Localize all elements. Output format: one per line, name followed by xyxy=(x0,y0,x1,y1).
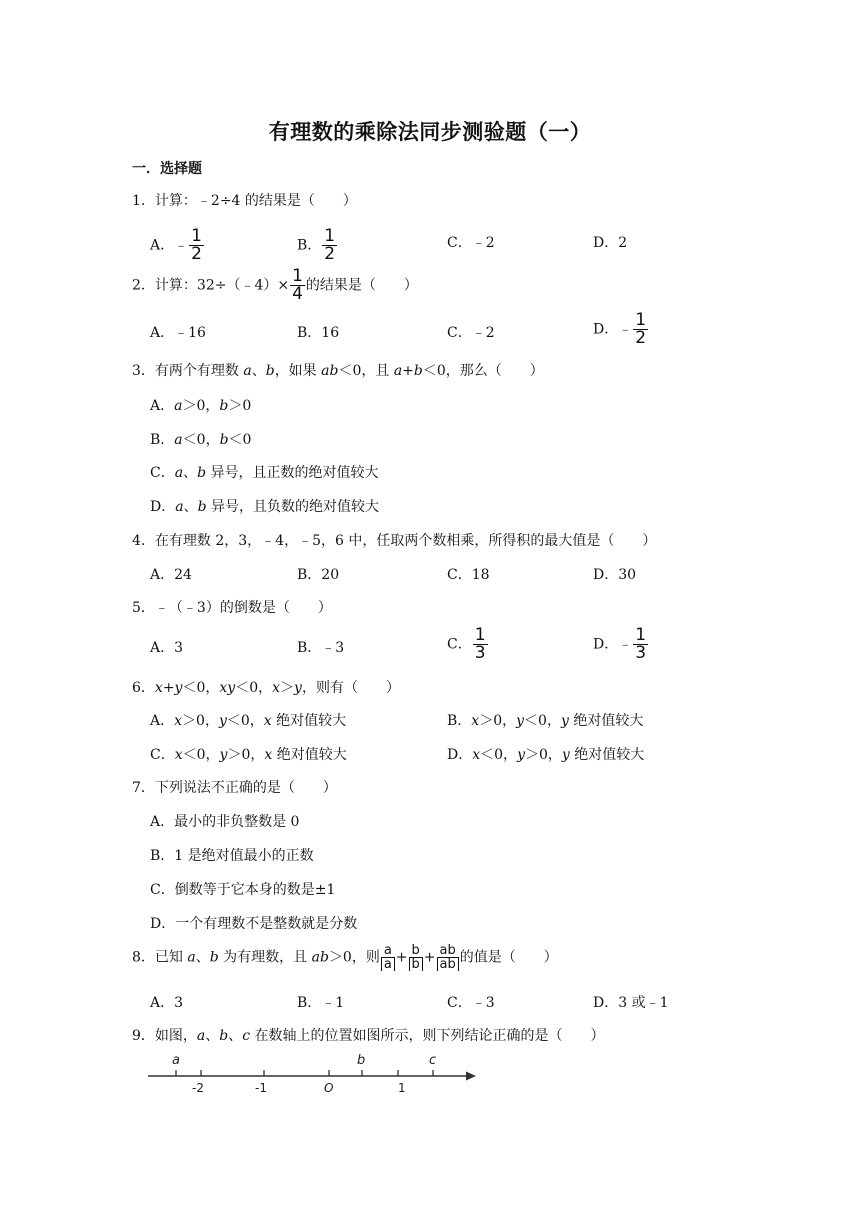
q7-option-b: B．1 是绝对值最小的正数 xyxy=(150,848,314,864)
q2-option-c: C．﹣2 xyxy=(447,325,495,341)
question-2-stem: 2．计算：32÷（﹣4）× $\frac{1}{4}$ 的结果是（ ） xyxy=(132,266,418,304)
q1-option-c: C．﹣2 xyxy=(447,235,495,251)
q3-option-c: C．a、b 异号，且正数的绝对值较大 xyxy=(150,465,379,481)
section-heading: 一．选择题 xyxy=(132,161,202,177)
question-6-stem: 6．x+y＜0，xy＜0，x＞y，则有（ ） xyxy=(132,680,400,696)
q6-option-c: C．x＜0，y＞0，x 绝对值较大 xyxy=(150,747,347,763)
q1-option-b: B． $\frac{1}{2}$ xyxy=(297,226,336,264)
fraction: $\frac{1}{3}$ xyxy=(635,625,647,663)
q4-option-c: C．18 xyxy=(447,567,490,583)
q5-option-c: C． $\frac{1}{3}$ xyxy=(447,625,486,663)
q6-option-b: B．x＞0，y＜0，y 绝对值较大 xyxy=(447,713,644,729)
question-3-stem: 3．有两个有理数 a、b，如果 ab＜0，且 a+b＜0，那么（ ） xyxy=(132,363,544,379)
fraction: $\frac{a}{a}$ xyxy=(381,944,395,971)
fraction: $\frac{1}{2}$ xyxy=(324,226,336,264)
q5-option-d: D．﹣ $\frac{1}{3}$ xyxy=(593,625,647,663)
q3-option-a: A．a＞0，b＞0 xyxy=(150,398,252,414)
question-1-stem: 1．计算：﹣2÷4 的结果是（ ） xyxy=(132,193,357,209)
q2-option-a: A．﹣16 xyxy=(150,325,206,341)
tick-label-minus-2: -2 xyxy=(192,1081,204,1095)
tick-label-minus-1: -1 xyxy=(255,1081,267,1095)
q7-option-d: D．一个有理数不是整数就是分数 xyxy=(150,916,358,932)
fraction: $\frac{1}{2}$ xyxy=(191,226,202,264)
q5-option-b: B．﹣3 xyxy=(297,640,345,656)
tick-label-1: 1 xyxy=(398,1081,406,1095)
q4-option-d: D．30 xyxy=(593,567,637,583)
q1-option-a: A．﹣ $\frac{1}{2}$ xyxy=(150,226,202,264)
q8-option-d: D．3 或﹣1 xyxy=(593,995,669,1011)
q5-option-a: A．3 xyxy=(150,640,184,656)
q6-option-a: A．x＞0，y＜0，x 绝对值较大 xyxy=(150,713,347,729)
q8-option-b: B．﹣1 xyxy=(297,995,345,1011)
point-label-c: c xyxy=(429,1053,437,1068)
question-9-stem: 9．如图，a、b、c 在数轴上的位置如图所示，则下列结论正确的是（ ） xyxy=(132,1028,605,1044)
fraction: $\frac{1}{4}$ xyxy=(292,266,303,304)
fraction: $\frac{b}{b}$ xyxy=(409,944,423,971)
fraction: $\frac{ab}{ab}$ xyxy=(437,944,459,971)
tick-label-origin: O xyxy=(324,1081,334,1095)
q6-option-d: D．x＜0，y＞0，y 绝对值较大 xyxy=(447,747,645,763)
q1-option-d: D．2 xyxy=(593,235,628,251)
arrow-right-icon xyxy=(466,1072,476,1081)
q2-option-b: B．16 xyxy=(297,325,340,341)
q4-option-b: B．20 xyxy=(297,567,340,583)
page-title: 有理数的乘除法同步测验题（一） xyxy=(268,120,592,144)
q4-option-a: A．24 xyxy=(150,567,192,583)
q7-option-a: A．最小的非负整数是 0 xyxy=(150,814,300,830)
q7-option-c: C．倒数等于它本身的数是±1 xyxy=(150,882,336,898)
q3-option-b: B．a＜0，b＜0 xyxy=(150,432,252,448)
question-5-stem: 5．﹣（﹣3）的倒数是（ ） xyxy=(132,600,332,616)
point-label-a: a xyxy=(172,1053,180,1068)
q8-option-a: A．3 xyxy=(150,995,184,1011)
q8-option-c: C．﹣3 xyxy=(447,995,495,1011)
point-label-b: b xyxy=(357,1053,366,1068)
q3-option-d: D．a、b 异号，且负数的绝对值较大 xyxy=(150,499,380,515)
question-4-stem: 4．在有理数 2，3，﹣4，﹣5，6 中，任取两个数相乘，所得积的最大值是（ ） xyxy=(132,533,657,549)
q2-option-d: D．﹣ $\frac{1}{2}$ xyxy=(593,310,647,348)
question-8-stem: 8．已知 a、b 为有理数，且 ab＞0，则 $\frac{a}{a}$ + $\frac{b}{b}$ + $\frac{ab}{ab}$ 的值是（ ） xyxy=(132,943,558,972)
question-7-stem: 7．下列说法不正确的是（ ） xyxy=(132,780,337,796)
number-line-figure xyxy=(144,1050,484,1098)
fraction: $\frac{1}{3}$ xyxy=(474,625,486,663)
fraction: $\frac{1}{2}$ xyxy=(635,310,647,348)
